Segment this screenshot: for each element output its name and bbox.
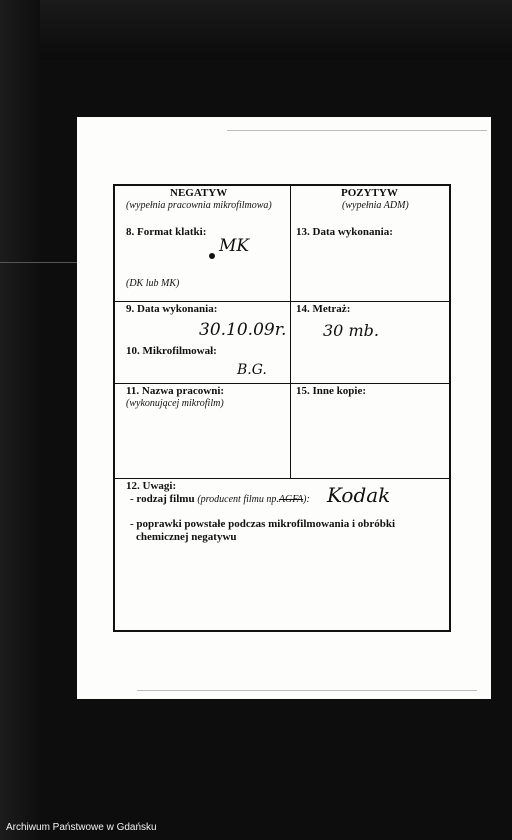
data9-label: 9. Data wykonania: — [126, 303, 218, 315]
format-hint: (DK lub MK) — [126, 278, 180, 289]
negatyw-header: NEGATYW — [170, 187, 228, 199]
format-value: MK — [219, 236, 250, 256]
mikrofilmowal-label: 10. Mikrofilmował: — [126, 345, 217, 357]
microfilm-card — [77, 117, 491, 699]
metraz-value: 30 mb. — [323, 321, 379, 340]
archive-footer: Archiwum Państwowe w Gdańsku — [6, 822, 157, 833]
film-row — [130, 493, 310, 505]
film-hint-suffix: ): — [303, 494, 310, 505]
row-divider-1 — [115, 301, 449, 302]
card-bottom-rule — [137, 690, 477, 691]
row-divider-2 — [115, 383, 449, 384]
row-divider-3 — [115, 478, 449, 479]
film-hint-example: AGFA — [278, 494, 304, 505]
scan-top-edge — [0, 0, 512, 60]
pozytyw-header: POZYTYW — [341, 187, 398, 199]
poprawki-line-1: - poprawki powstałe podczas mikrofilmowania i obróbki — [130, 518, 396, 530]
film-hint-prefix: (producent filmu np. — [197, 494, 279, 505]
scan-left-edge — [0, 0, 40, 840]
bullet-dot — [209, 253, 215, 259]
kopie-label: 15. Inne kopie: — [296, 385, 366, 397]
film-label: - rodzaj filmu — [130, 493, 195, 505]
data9-value: 30.10.09r. — [199, 320, 287, 340]
mikrofilmowal-value: B.G. — [237, 362, 267, 378]
poprawki-line-2: chemicznej negatywu — [136, 531, 237, 543]
column-divider — [290, 186, 291, 478]
pracownia-label: 11. Nazwa pracowni: — [126, 385, 225, 397]
film-value: Kodak — [327, 483, 391, 507]
format-label: 8. Format klatki: — [126, 226, 207, 238]
pozytyw-subheader: (wypełnia ADM) — [342, 200, 409, 211]
metraz-label: 14. Metraż: — [296, 303, 351, 315]
card-top-rule — [227, 130, 487, 131]
form-table — [113, 184, 451, 632]
pracownia-hint: (wykonującej mikrofilm) — [126, 398, 224, 409]
uwagi-label: 12. Uwagi: — [126, 480, 177, 492]
data13-label: 13. Data wykonania: — [296, 226, 393, 238]
negatyw-subheader: (wypełnia pracownia mikrofilmowa) — [126, 200, 272, 211]
